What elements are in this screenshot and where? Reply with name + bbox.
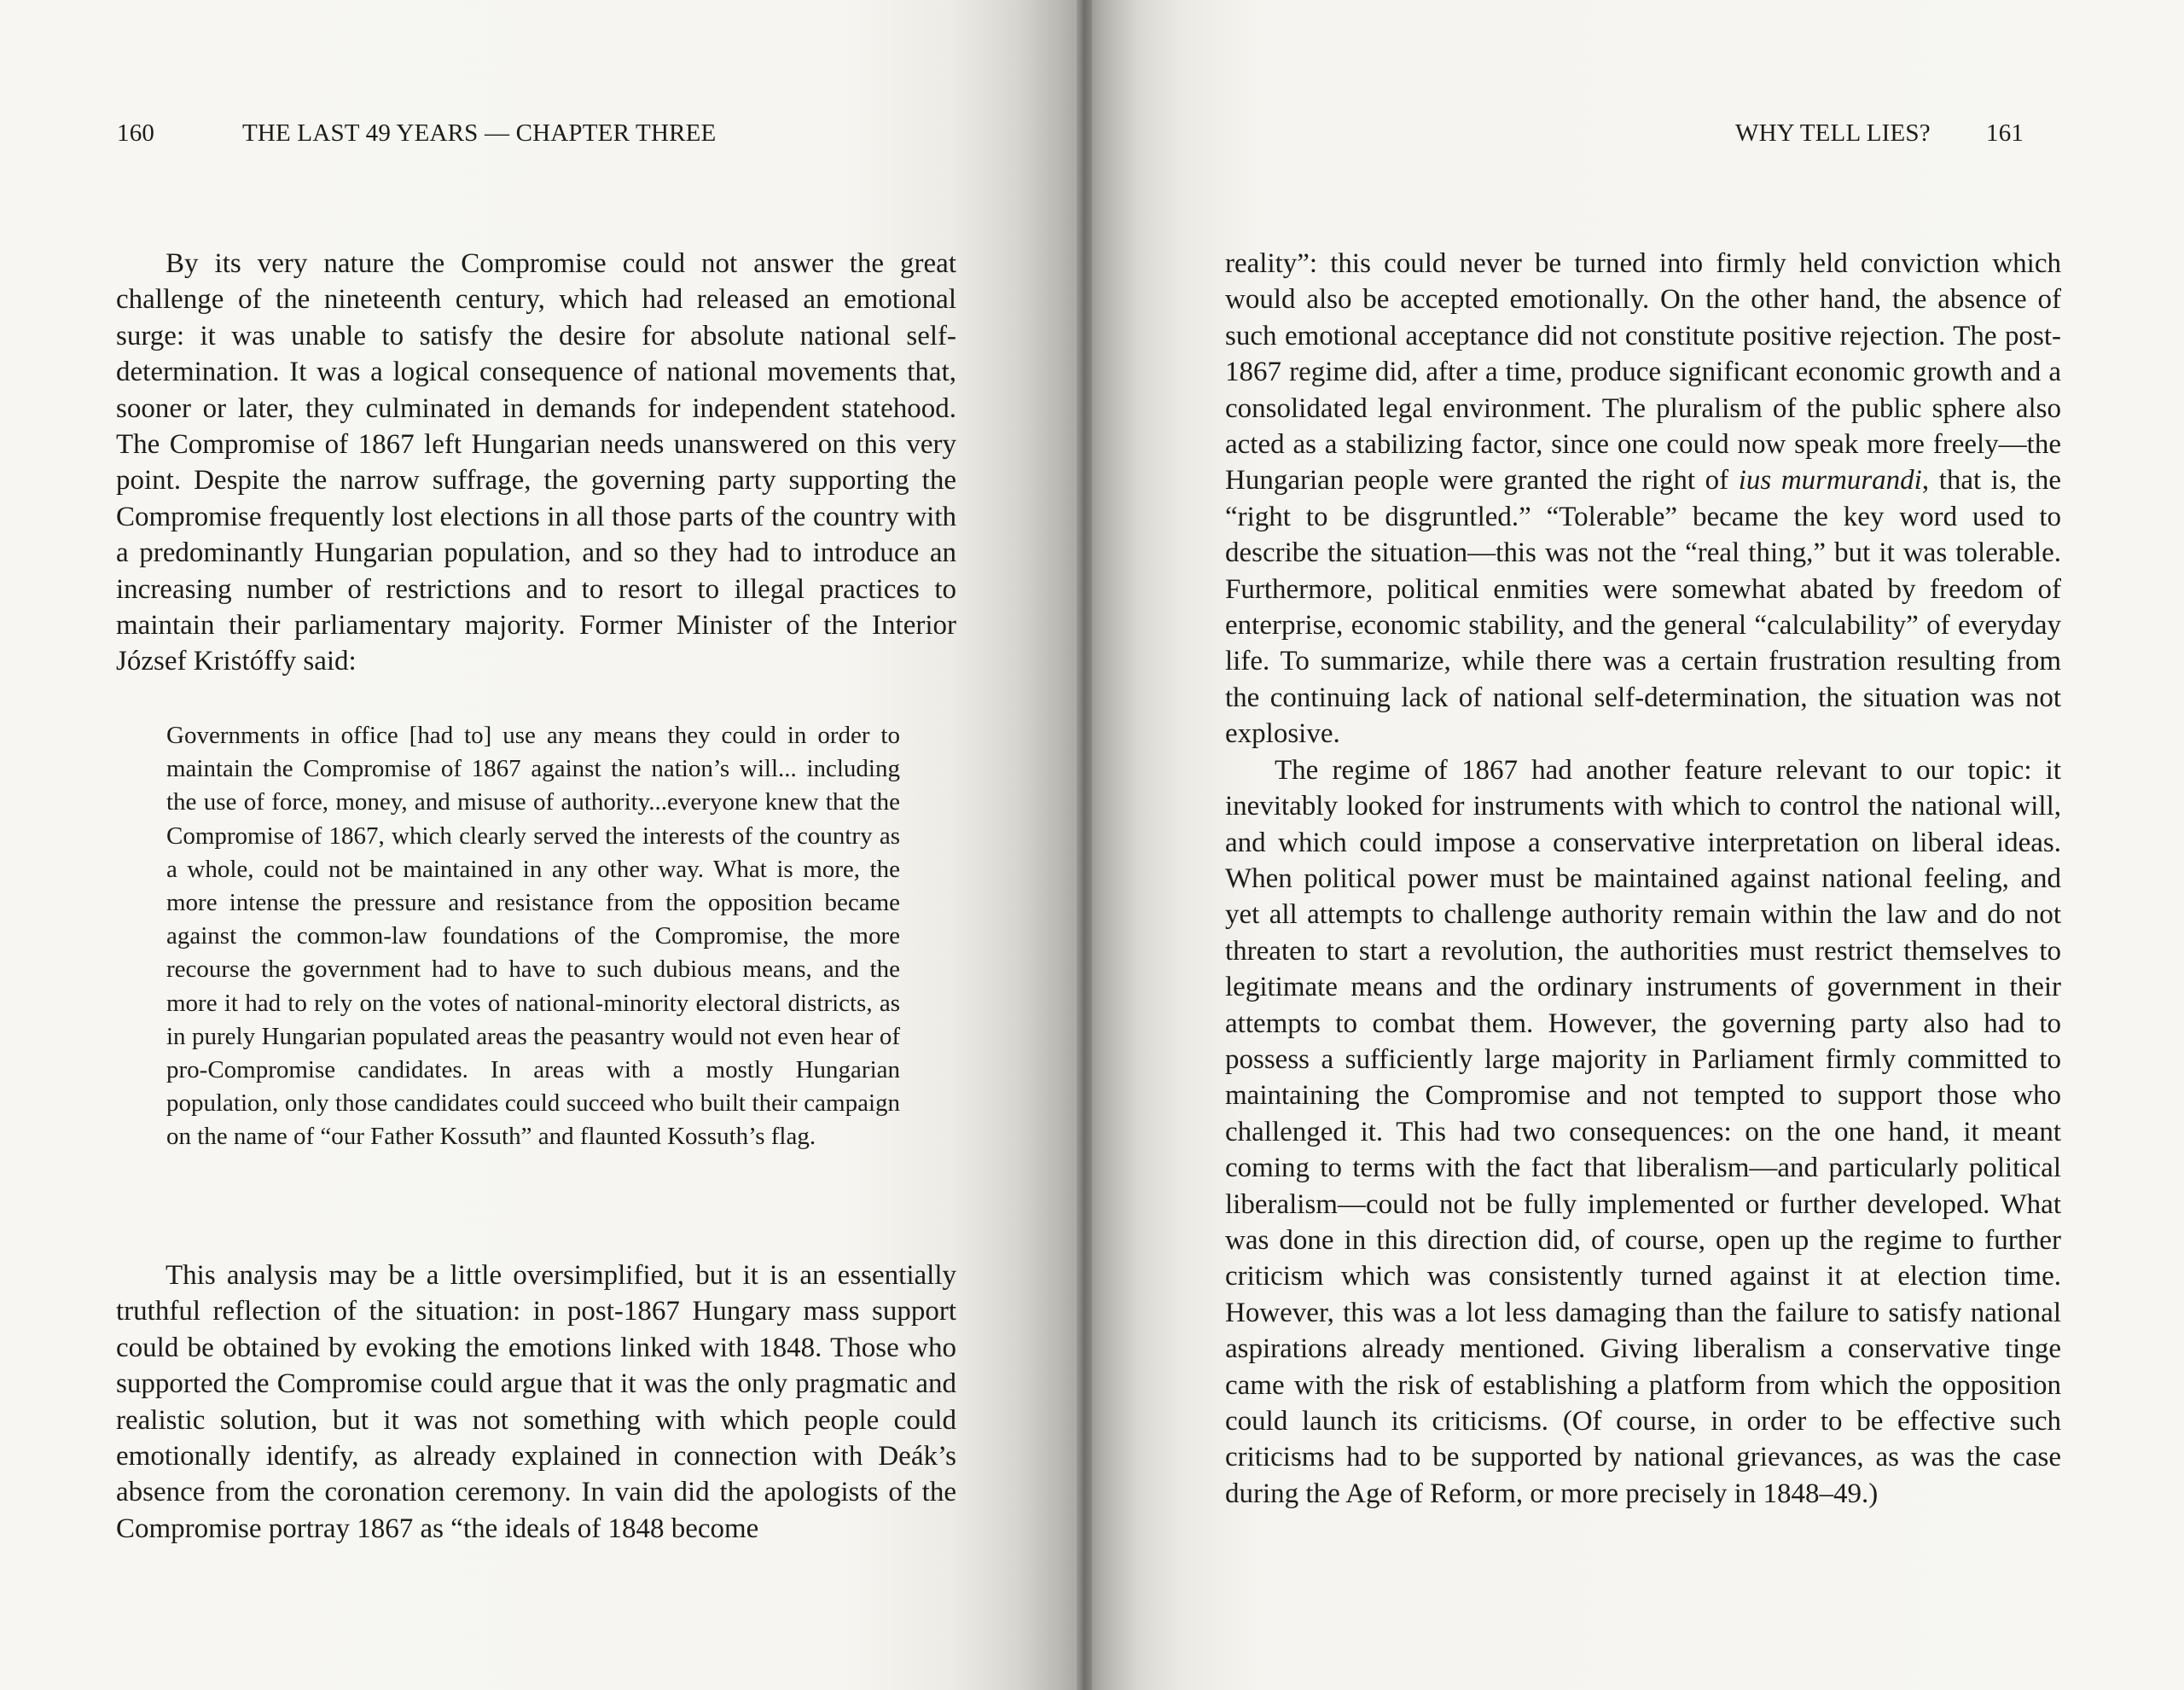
paragraph-text: , that is, the “right to be disgruntled.” “Tolerable” became the key word used to describe the situation—this was not the “real thing,” but it was tolerable. Furthermore, political enmities were somewhat abated by freedom of enterprise, economic stability, and the general “calculability” of everyday life. To summarize, while there was a certain frustration resulting from the continuing lack of national self-determination, the situation was not explosive. xyxy=(1225,465,2061,750)
quote-text: Governments in office [had to] use any means they could in order to maintain the Compromise of 1867 against the nation’s will... including the use of force, money, and misuse of authority...everyone knew that the Compromise of 1867, which clearly served the interests of the country as a whole, could not be maintained in any other way. What is more, the more intense the pressure and resistance from the opposition became against the common-law foundations of the Compromise, the more recourse the government had to have to such dubious means, and the more it had to rely on the votes of national-minority electoral districts, as in purely Hungarian populated areas the peasantry would not even hear of pro-Compromise candidates. In areas with a mostly Hungarian population, only those candidates could succeed who built their campaign on the name of “our Father Kossuth” and flaunted Kossuth’s flag. xyxy=(166,722,900,1151)
running-head: WHY TELL LIES? xyxy=(1735,119,1931,147)
page-number: 161 xyxy=(1986,119,2024,147)
latin-phrase: ius murmurandi xyxy=(1738,465,1922,497)
block-quote xyxy=(166,719,900,1154)
book-gutter xyxy=(1077,0,1092,1690)
paragraph: By its very nature the Compromise could not answer the great challenge of the nineteenth century, which had released an emotional surge: it was unable to satisfy the desire for absolute national self-determination. It was a logical consequence of national movements that, sooner or later, they culminated in demands for independent statehood. The Compromise of 1867 left Hungarian needs unanswered on this very point. Despite the narrow suffrage, the governing party supporting the Compromise frequently lost elections in all those parts of the country with a predominantly Hungarian population, and so they had to introduce an increasing number of restrictions and to resort to illegal practices to maintain their parliamentary majority. Former Minister of the Interior József Kristóffy said: xyxy=(116,248,956,677)
running-head: THE LAST 49 YEARS — CHAPTER THREE xyxy=(242,119,717,147)
body-text xyxy=(116,246,956,680)
body-text xyxy=(1225,246,2061,1512)
paragraph: The regime of 1867 had another feature relevant to our topic: it inevitably looked for instruments with which to control the national will, and which could impose a conservative interpretation on liberal ideas. When political power must be maintained against national feeling, and yet all attempts to challenge authority remain within the law and do not threaten to start a revolution, the authorities must restrict themselves to legitimate means and the ordinary instruments of government in their attempts to combat them. However, the governing party also had to possess a sufficiently large majority in Parliament firmly committed to maintaining the Compromise and not tempted to support those who challenged it. This had two consequences: on the one hand, it meant coming to terms with the fact that liberalism—and particularly political liberalism—could not be fully implemented or further developed. What was done in this direction did, of course, open up the regime to further criticism which was consistently turned against it at election time. However, this was a lot less damaging than the failure to satisfy national aspirations already mentioned. Giving liberalism a conservative tinge came with the risk of establishing a platform from which the opposition could launch its criticisms. (Of course, in order to be effective such criticisms had to be supported by national grievances, as was the case during the Age of Reform, or more precisely in 1848–49.) xyxy=(1225,754,2061,1509)
paragraph xyxy=(1225,246,2061,752)
body-text xyxy=(116,1257,956,1547)
right-page xyxy=(1083,0,2184,1690)
paragraph-text: reality”: this could never be turned into firmly held conviction which would also be accepted emotionally. On the other hand, the absence of such emotional acceptance did not constitute positive rejection. The post-1867 regime did, after a time, produce significant economic growth and a consolidated legal environment. The pluralism of the public sphere also acted as a stabilizing factor, since one could now speak more freely—the Hungarian people were granted the right of xyxy=(1225,248,2061,497)
paragraph: This analysis may be a little oversimplified, but it is an essentially truthful reflection of the situation: in post-1867 Hungary mass support could be obtained by evoking the emotions linked with 1848. Those who supported the Compromise could argue that it was the only pragmatic and realistic solution, but it was not something with which people could emotionally identify, as already explained in connection with Deák’s absence from the coronation ceremony. In vain did the apologists of the Compromise portray 1867 as “the ideals of 1848 become xyxy=(116,1260,956,1544)
left-page xyxy=(0,0,1083,1690)
page-number: 160 xyxy=(117,119,155,147)
